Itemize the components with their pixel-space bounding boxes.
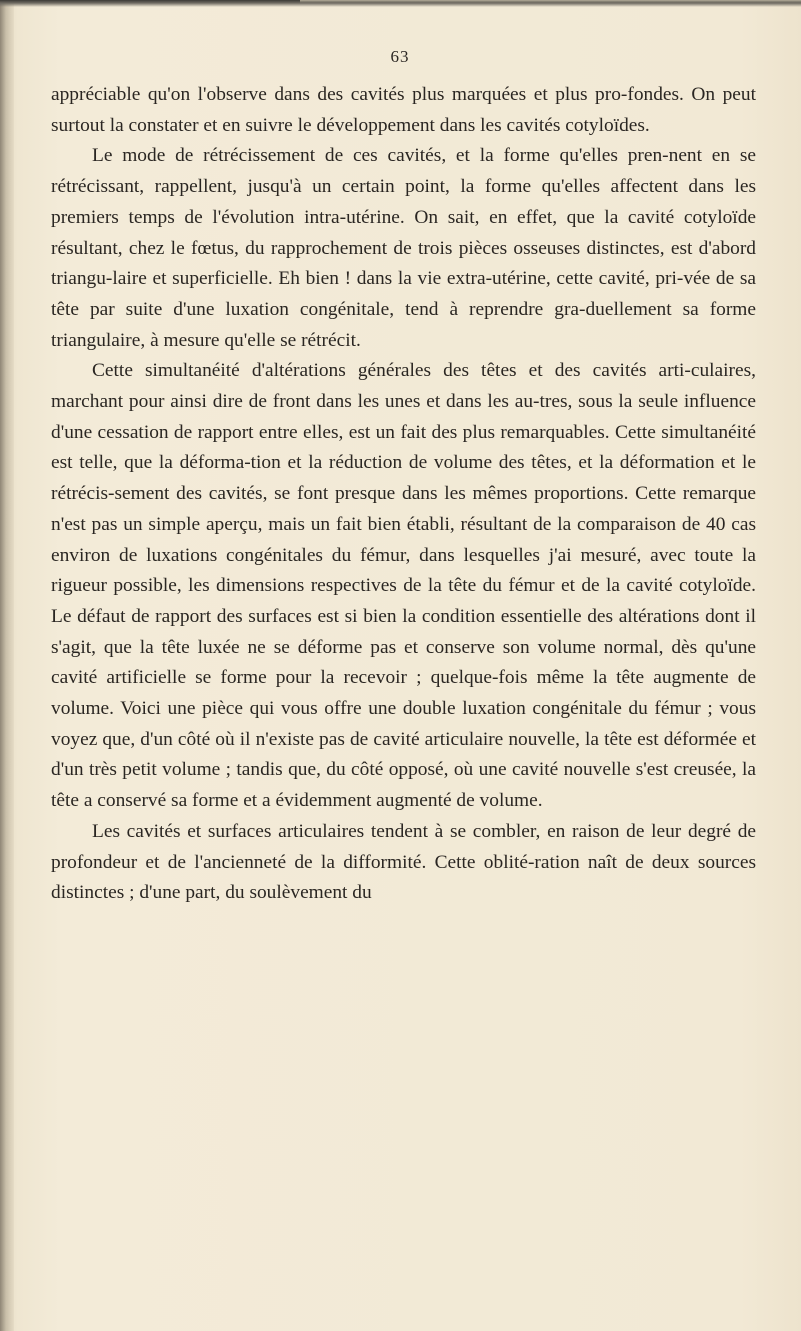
paragraph-1: appréciable qu'on l'observe dans des cavités plus marquées et plus pro-fondes. On peut surtout la constater et en suivre le développement dans les cavités cotyloïdes. xyxy=(51,84,756,136)
paragraph-3: Cette simultanéité d'altérations générales des têtes et des cavités arti-culaires, marchant pour ainsi dire de front dans les unes et dans les au-tres, sous la seule influence d'une cessation de rapport entre elles, est un fait des plus remarquables. Cette simultanéité est telle, que la déforma-tion et la réduction de volume des têtes, et la déformation et le rétrécis-sement des cavités, se font presque dans les mêmes proportions. Cette remarque n'est pas un simple aperçu, mais un fait bien établi, résultant de la comparaison de 40 cas environ de luxations congénitales du fémur, dans lesquelles j'ai mesuré, avec toute la rigueur possible, les dimensions respectives de la tête du fémur et de la cavité cotyloïde. Le défaut de rapport des surfaces est si bien la condition essentielle des altérations dont il s'agit, que la tête luxée ne se déforme pas et conserve son volume normal, dès qu'une cavité artificielle se forme pour la recevoir ; quelque-fois même la tête augmente de volume. Voici une pièce qui vous offre une double luxation congénitale du fémur ; vous voyez que, d'un côté où il n'existe pas de cavité articulaire nouvelle, la tête est déformée et d'un très petit volume ; tandis que, du côté opposé, où une cavité nouvelle s'est creusée, la tête a conservé sa forme et a évidemment augmenté de volume. xyxy=(51,360,756,812)
paragraph-4: Les cavités et surfaces articulaires tendent à se combler, en raison de leur degré de profondeur et de l'ancienneté de la difformité. Cette oblité-ration naît de deux sources distinctes ; d'une part, du soulèvement du xyxy=(51,820,756,904)
page-number: 63 xyxy=(390,47,410,66)
page-top-edge-highlight xyxy=(300,0,801,3)
page-binding-shadow xyxy=(0,0,14,1331)
body-text xyxy=(51,80,756,909)
paragraph-2: Le mode de rétrécissement de ces cavités, et la forme qu'elles pren-nent en se rétrécissant, rappellent, jusqu'à un certain point, la forme qu'elles affectent dans les premiers temps de l'évolution intra-utérine. On sait, en effet, que la cavité cotyloïde résultant, chez le fœtus, du rapprochement de trois pièces osseuses distinctes, est d'abord triangu-laire et superficielle. Eh bien ! dans la vie extra-utérine, cette cavité, pri-vée de sa tête par suite d'une luxation congénitale, tend à reprendre gra-duellement sa forme triangulaire, à mesure qu'elle se rétrécit. xyxy=(51,145,756,351)
